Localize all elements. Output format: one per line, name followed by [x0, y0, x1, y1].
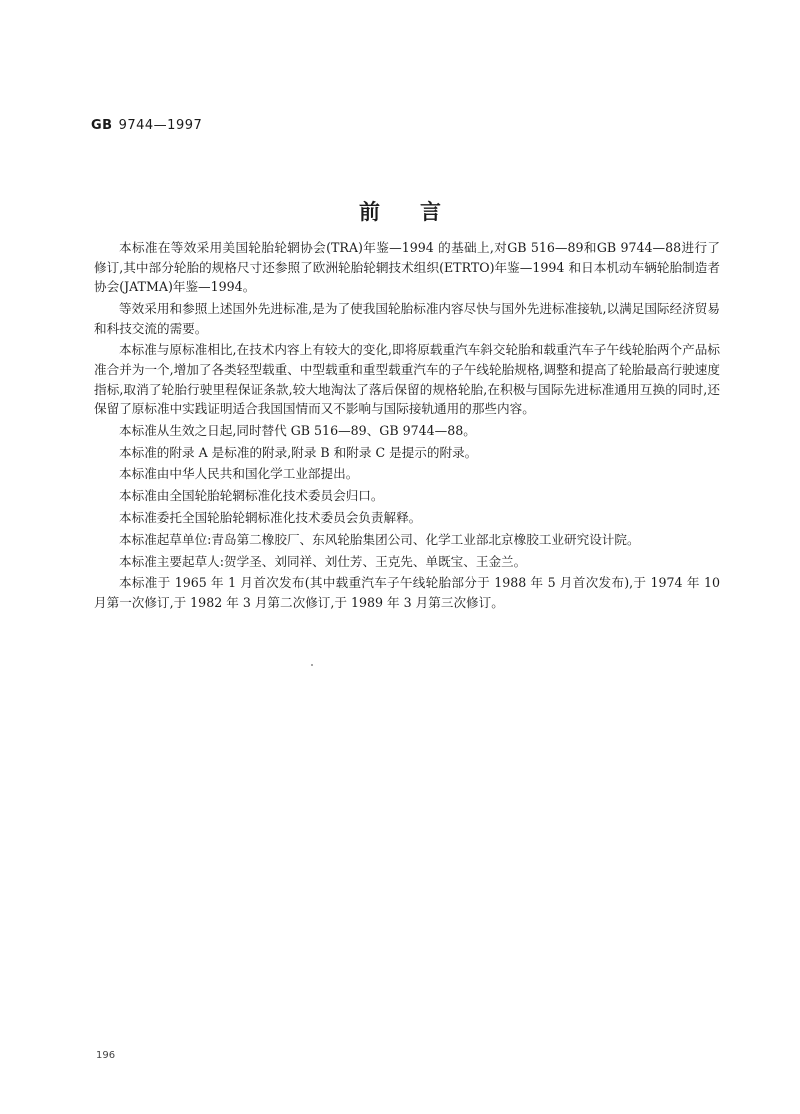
paragraph: 等效采用和参照上述国外先进标准,是为了使我国轮胎标准内容尽快与国外先进标准接轨,以满足国际经济贸易和科技交流的需要。: [94, 300, 720, 336]
standard-number: 9744—1997: [118, 118, 203, 133]
page-number: 196: [96, 1050, 116, 1061]
scan-speck: [311, 664, 313, 666]
paragraph: 本标准主要起草人:贺学圣、刘同祥、刘仕芳、王克先、单既宝、王金兰。: [119, 553, 527, 569]
paragraph: 本标准的附录 A 是标准的附录,附录 B 和附录 C 是提示的附录。: [119, 444, 478, 460]
paragraph: 本标准从生效之日起,同时替代 GB 516—89、GB 9744—88。: [119, 422, 476, 438]
paragraph: 本标准在等效采用美国轮胎轮辋协会(TRA)年鉴—1994 的基础上,对GB 516—89和GB 9744—88进行了修订,其中部分轮胎的规格尺寸还参照了欧洲轮胎轮辋技术组织(ETRTO)年鉴—1994 和日本机动车辆轮胎制造者协会(JATMA)年鉴—1994。: [94, 240, 720, 295]
standard-prefix: GB: [91, 118, 113, 133]
section-title: 前言: [359, 200, 481, 224]
paragraph: 本标准由中华人民共和国化学工业部提出。: [119, 466, 359, 482]
paragraph: 本标准委托全国轮胎轮辋标准化技术委员会负责解释。: [119, 510, 422, 526]
foreword-body: [94, 238, 720, 615]
paragraph: 本标准与原标准相比,在技术内容上有较大的变化,即将原载重汽车斜交轮胎和载重汽车子午线轮胎两个产品标准合并为一个,增加了各类轻型载重、中型载重和重型载重汽车的子午线轮胎规格,调整和提高了轮胎最高行驶速度指标,取消了轮胎行驶里程保证条款,较大地淘汰了落后保留的规格轮胎,在积极与国际先进标准通用互换的同时,还保留了原标准中实践证明适合我国国情而又不影响与国际接轨通用的那些内容。: [94, 342, 720, 417]
paragraph: 本标准由全国轮胎轮辋标准化技术委员会归口。: [119, 488, 384, 504]
paragraph: 本标准于 1965 年 1 月首次发布(其中载重汽车子午线轮胎部分于 1988 年 5 月首次发布),于 1974 年 10 月第一次修订,于 1982 年 3 月第二次修订,于 1989 年 3 月第三次修订。: [94, 575, 720, 610]
paragraph: 本标准起草单位:青岛第二橡胶厂、东风轮胎集团公司、化学工业部北京橡胶工业研究设计院。: [119, 531, 640, 547]
standard-code-header: [91, 118, 202, 133]
